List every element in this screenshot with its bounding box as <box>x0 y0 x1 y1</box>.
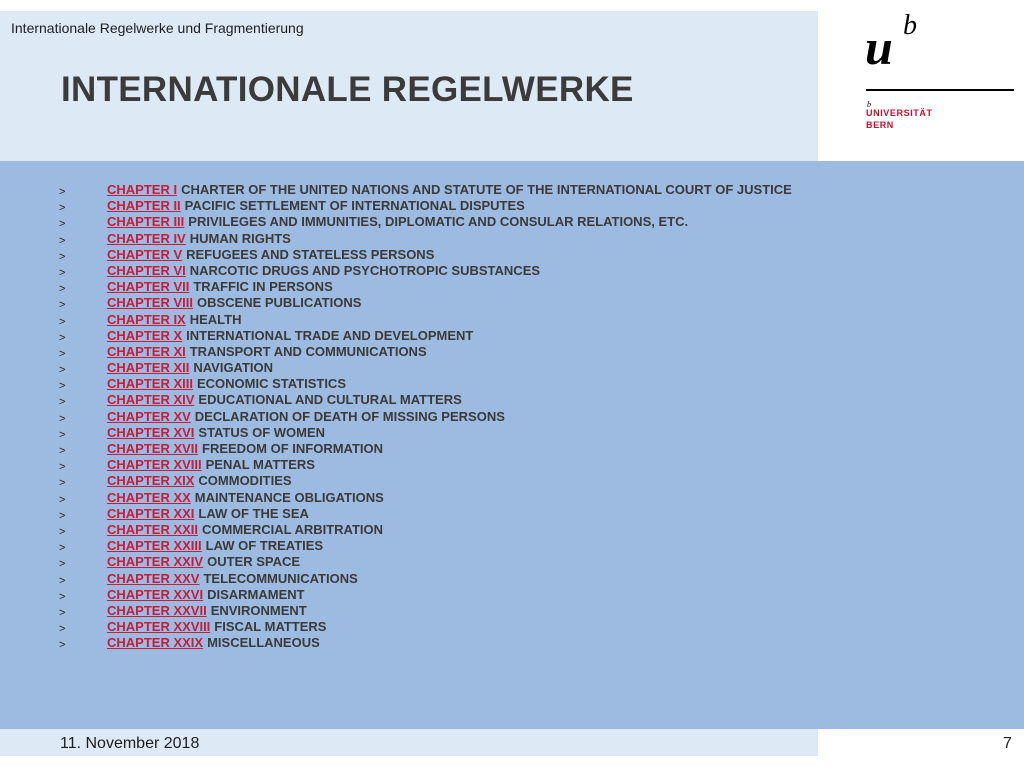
chevron-right-icon: > <box>59 493 66 506</box>
chapter-entry <box>107 329 473 343</box>
chapter-entry <box>107 442 383 456</box>
chevron-right-icon: > <box>59 364 66 377</box>
chevron-right-icon: > <box>59 218 66 231</box>
chapter-title: TELECOMMUNICATIONS <box>203 570 358 586</box>
chevron-right-icon: > <box>59 574 66 587</box>
chapter-entry <box>107 474 292 488</box>
chapter-entry <box>107 555 300 569</box>
chapter-link[interactable]: CHAPTER VI <box>107 262 186 278</box>
chapter-entry <box>107 215 688 229</box>
chevron-right-icon: > <box>59 477 66 490</box>
chapter-title: COMMERCIAL ARBITRATION <box>202 521 384 537</box>
chapter-title: OUTER SPACE <box>207 554 301 570</box>
chapter-title: INTERNATIONAL TRADE AND DEVELOPMENT <box>186 327 474 343</box>
chapter-entry <box>107 280 333 294</box>
chapter-title: PRIVILEGES AND IMMUNITIES, DIPLOMATIC AND CONSULAR RELATIONS, ETC. <box>188 214 689 230</box>
chapter-entry <box>107 393 462 407</box>
page-number: 7 <box>1003 735 1012 752</box>
chapter-link[interactable]: CHAPTER XI <box>107 343 186 359</box>
chapter-title: LAW OF TREATIES <box>205 538 324 554</box>
chapter-title: MISCELLANEOUS <box>207 635 320 651</box>
chapter-link[interactable]: CHAPTER XXI <box>107 505 195 521</box>
chapter-title: FREEDOM OF INFORMATION <box>202 441 384 456</box>
chevron-right-icon: > <box>59 347 66 360</box>
chapter-link[interactable]: CHAPTER XV <box>107 408 191 424</box>
chevron-right-icon: > <box>59 283 66 296</box>
chapter-entry <box>107 458 315 472</box>
chapter-link[interactable]: CHAPTER XXV <box>107 570 200 586</box>
chapter-entry <box>107 248 434 262</box>
chevron-right-icon: > <box>59 186 66 198</box>
chapter-entry <box>107 313 242 327</box>
chapter-link[interactable]: CHAPTER XVI <box>107 424 195 440</box>
chapter-link[interactable]: CHAPTER III <box>107 214 185 230</box>
chapter-link[interactable]: CHAPTER VIII <box>107 295 193 311</box>
chapter-entry <box>107 588 305 602</box>
chapter-title: LAW OF THE SEA <box>198 505 309 521</box>
chapter-entry <box>107 264 540 278</box>
logo-b-superscript: b <box>903 10 917 41</box>
chapter-link[interactable]: CHAPTER XII <box>107 360 190 376</box>
chapter-link[interactable]: CHAPTER VII <box>107 279 190 295</box>
chapter-link[interactable]: CHAPTER XXVII <box>107 602 207 618</box>
chevron-right-icon: > <box>59 639 66 652</box>
chapter-link[interactable]: CHAPTER XIV <box>107 392 195 408</box>
chevron-right-icon: > <box>59 606 66 619</box>
logo-u-glyph: u <box>865 19 893 75</box>
chevron-right-icon: > <box>59 396 66 409</box>
slide-title: INTERNATIONALE REGELWERKE <box>61 70 634 109</box>
chapter-entry <box>107 507 309 521</box>
chapter-link[interactable]: CHAPTER XIII <box>107 376 193 392</box>
chapter-title: NARCOTIC DRUGS AND PSYCHOTROPIC SUBSTANCES <box>189 262 541 278</box>
chevron-right-icon: > <box>59 542 66 555</box>
chapter-title: HEALTH <box>189 311 242 327</box>
chapter-title: DECLARATION OF DEATH OF MISSING PERSONS <box>194 408 505 424</box>
chevron-right-icon: > <box>59 558 66 571</box>
chapter-entry <box>107 345 427 359</box>
chapter-title: MAINTENANCE OBLIGATIONS <box>194 489 384 505</box>
chapter-entry <box>107 410 505 424</box>
chapter-link[interactable]: CHAPTER XXIX <box>107 635 204 651</box>
chapter-entry <box>107 426 325 440</box>
chapter-title: ENVIRONMENT <box>210 602 307 618</box>
chapter-title: DISARMAMENT <box>207 586 305 602</box>
chapter-entry <box>107 572 358 586</box>
footer-date: 11. November 2018 <box>60 735 200 752</box>
chapter-entry <box>107 539 323 553</box>
chapter-entry <box>107 491 384 505</box>
chapter-link[interactable]: CHAPTER XXVIII <box>107 619 211 635</box>
chapter-title: STATUS OF WOMEN <box>198 424 326 440</box>
chapter-link[interactable]: CHAPTER II <box>107 198 181 214</box>
chapter-entry <box>107 199 525 213</box>
chapter-title: PENAL MATTERS <box>205 457 315 473</box>
chapter-entry <box>107 361 273 375</box>
chapter-link[interactable]: CHAPTER XX <box>107 489 191 505</box>
chevron-right-icon: > <box>59 202 66 215</box>
chapter-title: EDUCATIONAL AND CULTURAL MATTERS <box>198 392 462 408</box>
chevron-right-icon: > <box>59 299 66 312</box>
chapter-link[interactable]: CHAPTER XXVI <box>107 586 204 602</box>
chevron-right-icon: > <box>59 266 66 279</box>
chevron-right-icon: > <box>59 428 66 441</box>
chapter-link[interactable]: CHAPTER XXII <box>107 521 199 537</box>
chapter-title: ECONOMIC STATISTICS <box>196 376 346 392</box>
chapter-link[interactable]: CHAPTER X <box>107 327 183 343</box>
chapter-entry <box>107 232 291 246</box>
chapter-entry <box>107 620 326 634</box>
chevron-right-icon: > <box>59 315 66 328</box>
chapter-link[interactable]: CHAPTER XXIII <box>107 538 202 554</box>
chapter-link[interactable]: CHAPTER XIX <box>107 473 195 489</box>
chevron-right-icon: > <box>59 525 66 538</box>
chapter-title: CHARTER OF THE UNITED NATIONS AND STATUTE OF THE INTERNATIONAL COURT OF JUSTICE <box>181 182 792 197</box>
chapter-title: TRAFFIC IN PERSONS <box>193 279 333 295</box>
chapter-link[interactable]: CHAPTER V <box>107 246 183 262</box>
chevron-right-icon: > <box>59 445 66 457</box>
chapter-entry <box>107 636 320 650</box>
chevron-right-icon: > <box>59 380 66 393</box>
chapter-entry <box>107 523 383 537</box>
chapter-title: OBSCENE PUBLICATIONS <box>196 295 362 311</box>
chevron-right-icon: > <box>59 412 66 425</box>
chapter-title: FISCAL MATTERS <box>214 619 327 635</box>
chapter-title: TRANSPORT AND COMMUNICATIONS <box>189 343 427 359</box>
chapter-title: COMMODITIES <box>198 473 292 489</box>
presentation-subject: Internationale Regelwerke und Fragmentierung <box>11 20 304 36</box>
chevron-right-icon: > <box>59 623 66 636</box>
chapter-link[interactable]: CHAPTER IV <box>107 230 186 246</box>
chevron-right-icon: > <box>59 509 66 522</box>
chapter-entry <box>107 377 346 391</box>
chevron-right-icon: > <box>59 250 66 263</box>
chapter-link[interactable]: CHAPTER XXIV <box>107 554 204 570</box>
university-logo <box>862 8 1022 138</box>
logo-divider <box>866 89 1014 91</box>
chapter-link[interactable]: CHAPTER I <box>107 182 178 197</box>
logo-university-text: UNIVERSITÄT <box>866 108 933 118</box>
chapter-entry <box>107 183 792 197</box>
chevron-right-icon: > <box>59 590 66 603</box>
logo-city-text: BERN <box>866 120 894 130</box>
chapter-title: NAVIGATION <box>193 360 274 376</box>
chapter-entry <box>107 296 361 310</box>
chapter-entry <box>107 604 307 618</box>
chevron-right-icon: > <box>59 234 66 247</box>
chapter-link[interactable]: CHAPTER IX <box>107 311 186 327</box>
chapter-title: HUMAN RIGHTS <box>189 230 291 246</box>
chapter-title: PACIFIC SETTLEMENT OF INTERNATIONAL DISPUTES <box>184 198 525 214</box>
chevron-right-icon: > <box>59 331 66 344</box>
chapter-link[interactable]: CHAPTER XVIII <box>107 457 202 473</box>
chapter-link[interactable]: CHAPTER XVII <box>107 441 199 456</box>
chevron-right-icon: > <box>59 461 66 474</box>
logo-small-b: b <box>867 100 871 109</box>
chapter-title: REFUGEES AND STATELESS PERSONS <box>186 246 435 262</box>
